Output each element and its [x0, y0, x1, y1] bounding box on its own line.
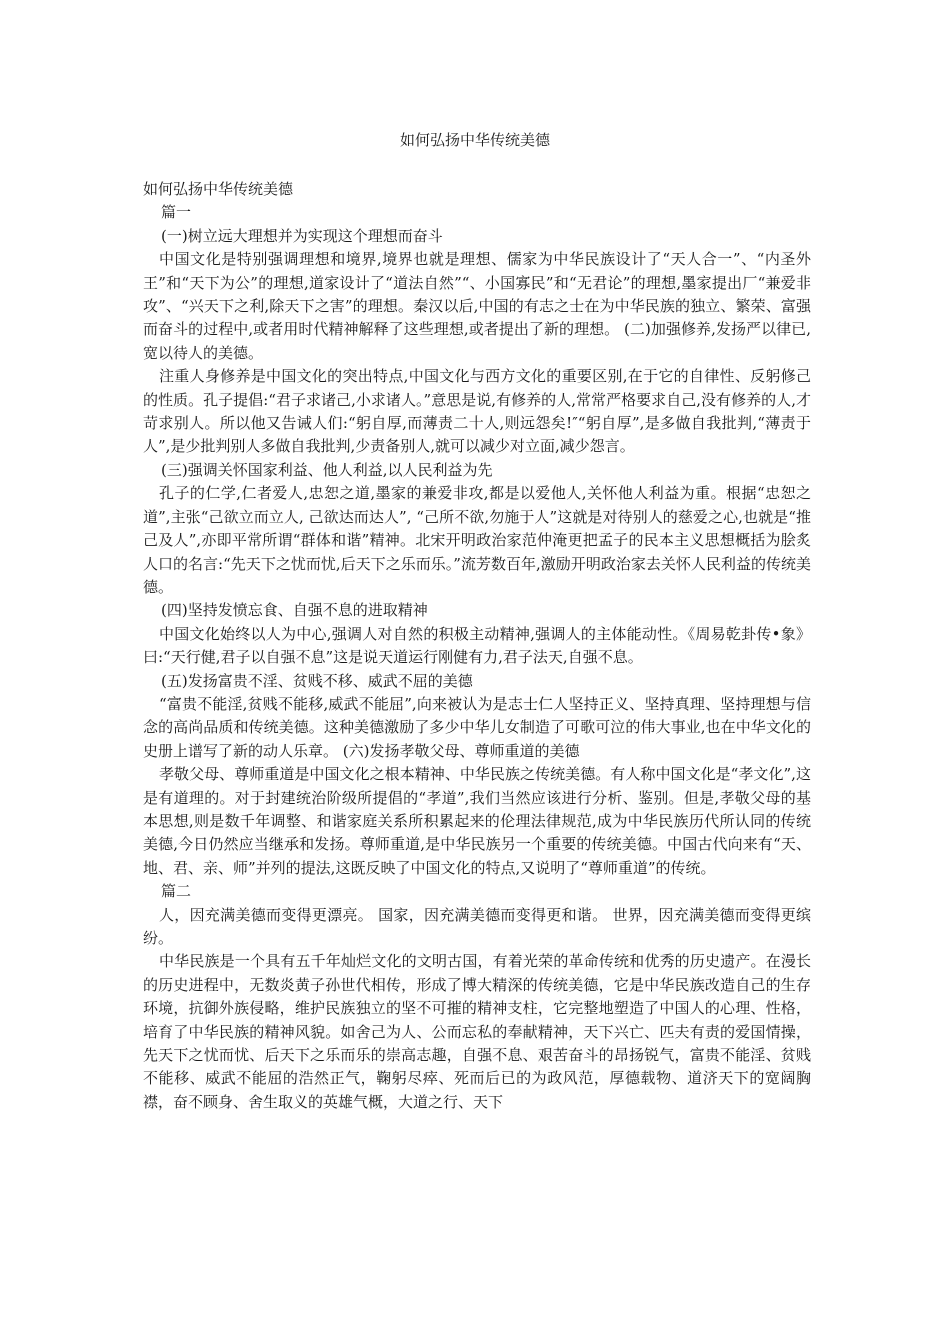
paragraph-virtue-beauty: 人，因充满美德而变得更漂亮。 国家，因充满美德而变得更和谐。 世界，因充满美德而变得更缤纷。	[143, 905, 811, 947]
paragraph-self-improvement: 中国文化始终以人为中心,强调人对自然的积极主动精神,强调人的主体能动性。《周易乾卦传•象》曰:“天行健,君子以自强不息”这是说天道运行刚健有力,君子法天,自强不息。	[143, 624, 811, 667]
paragraph-chinese-nation: 中华民族是一个具有五千年灿烂文化的文明古国，有着光荣的革命传统和优秀的历史遗产。在漫长的历史进程中，无数炎黄子孙世代相传，形成了博大精深的传统美德，它是中华民族改造自己的生存环境，抗御外族侵略，维护民族独立的坚不可摧的精神支柱，它完整地塑造了中国人的心理、性格，培育了中华民族的精神风貌。如舍己为人、公而忘私的奉献精神，天下兴亡、匹夫有责的爱国情操，先天下之忧而忧、后天下之乐而乐的崇高志趣，自强不息、艰苦奋斗的昂扬锐气，富贵不能淫、贫贱不能移、威武不能屈的浩然正气，鞠躬尽瘁、死而后已的为政风范，厚德载物、道济天下的宽阔胸襟，奋不顾身、舍生取义的英雄气概，大道之行、天下	[143, 952, 811, 1111]
document-title: 如何弘扬中华传统美德	[399, 131, 550, 149]
section-heading-4: (四)坚持发愤忘食、自强不息的进取精神	[161, 601, 428, 620]
section-heading-1: (一)树立远大理想并为实现这个理想而奋斗	[161, 226, 443, 245]
part-two-label: 篇二	[161, 882, 192, 901]
part-one-label: 篇一	[161, 203, 192, 222]
document-body	[143, 178, 811, 1114]
paragraph-ideals: 中国文化是特别强调理想和境界,境界也就是理想、儒家为中华民族设计了“天人合一”、“内圣外王”和“天下为公”的理想,道家设计了“道法自然”“、小国寡民”和“无君论”的理想,墨家提出厂“兼爱非攻”、“兴天下之利,除天下之害”的理想。秦汉以后,中国的有志之士在为中华民族的独立、繁荣、富强而奋斗的过程中,或者用时代精神解释了这些理想,或者提出了新的理想。 (二)加强修养,发扬严以律已,宽以待人的美德。	[143, 250, 811, 362]
section-heading-3: (三)强调关怀国家利益、他人利益,以人民利益为先	[161, 460, 493, 479]
paragraph-self-cultivation: 注重人身修养是中国文化的突出特点,中国文化与西方文化的重要区别,在于它的自律性、反躬修己的性质。孔子提倡:“君子求诸己,小求诸人。”意思是说,有修养的人,常常严格要求自己,没有修养的人,才苛求别人。所以他又告诫人们:“躬自厚,而薄责二十人,则远怨矣!″“躬自厚”,是多做自我批判,“薄责于人”,是少批判别人多做自我批判,少责备别人,就可以减少对立面,减少怨言。	[143, 367, 811, 456]
paragraph-integrity: “富贵不能淫,贫贱不能移,威武不能屈”,向来被认为是志士仁人坚持正义、坚持真理、坚持理想与信念的高尚品质和传统美德。这种美德激励了多少中华儿女制造了可歌可泣的伟大事业,也在中华文化的史册上谱写了新的动人乐章。 (六)发扬孝敬父母、尊师重道的美德	[143, 694, 811, 760]
section-heading-5: (五)发扬富贵不淫、贫贱不移、威武不屈的美德	[161, 671, 473, 690]
document-subtitle: 如何弘扬中华传统美德	[143, 180, 294, 198]
paragraph-filial-piety: 孝敬父母、尊师重道是中国文化之根本精神、中华民族之传统美德。有人称中国文化是“孝文化”,这是有道理的。对于封建统治阶级所提倡的“孝道”,我们当然应该进行分析、鉴别。但是,孝敬父母的基本思想,则是数千年调整、和谐家庭关系所积累起来的伦理法律规范,成为中华民族历代所认同的传统美德,今日仍然应当继承和发扬。尊师重道,是中华民族另一个重要的传统美德。中国古代向来有“天、地、君、亲、师”并列的提法,这既反映了中国文化的特点,又说明了“尊师重道”的传统。	[143, 765, 811, 877]
paragraph-others-interests: 孔子的仁学,仁者爱人,忠恕之道,墨家的兼爱非攻,都是以爱他人,关怀他人利益为重。根据“忠恕之道”,主张“己欲立而立人, 己欲达而达人”, “己所不欲,勿施于人”这就是对待别人的慈爱之心,也就是“推己及人”,亦即平常所谓“群体和谐”精神。北宋开明政治家范仲淹更把孟子的民本主义思想概括为脍炙人口的名言:“先天下之忧而忧,后天下之乐而乐。”流芳数百年,激励开明政治家去关怀人民利益的传统美德。	[143, 484, 811, 596]
